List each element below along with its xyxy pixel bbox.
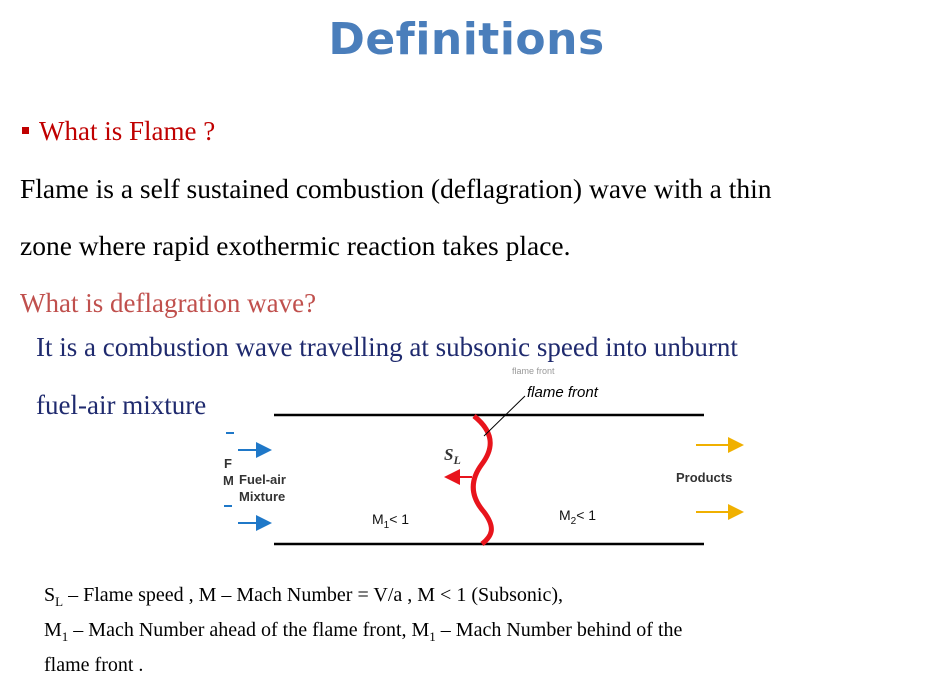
flame-front-label: flame front: [527, 384, 598, 401]
fuel-air-label-line1: Fuel-air: [239, 472, 286, 487]
fuel-air-label-line2: Mixture: [239, 489, 286, 504]
question-deflagration: What is deflagration wave?: [20, 288, 317, 318]
answer-line-1: It is a combustion wave travelling at subsonic speed into unburnt: [36, 332, 738, 362]
mach-1-label: $M_1< 1$: [372, 511, 410, 531]
definition-line-2: zone where rapid exothermic reaction takes place.: [20, 230, 571, 261]
cut-letter-top: F: [224, 456, 232, 471]
products-label: Products: [676, 470, 733, 485]
caption-line-1: $S_L$ – Flame speed , M – Mach Number = V/a , M < 1 (Subsonic),: [44, 584, 563, 609]
flame-front-ghost-label: flame front: [512, 366, 555, 376]
cut-letter-bottom: M: [223, 473, 234, 488]
flame-speed-symbol: $S_L$: [444, 445, 461, 467]
diagram-caption: [44, 581, 682, 680]
caption-line-3: flame front .: [44, 654, 144, 676]
mach-2-label: $M_2< 1$: [559, 507, 597, 527]
answer-line-2: fuel-air mixture: [36, 390, 207, 420]
question-flame-text: What is Flame ?: [39, 116, 216, 146]
flame-front-line: [473, 416, 491, 544]
definition-line-1: Flame is a self sustained combustion (deflagration) wave with a thin: [20, 173, 772, 204]
caption-line-2: $M_1$ – Mach Number ahead of the flame front, $M_1$ – Mach Number behind of the: [44, 619, 683, 644]
slide-title: Definitions: [328, 14, 605, 65]
